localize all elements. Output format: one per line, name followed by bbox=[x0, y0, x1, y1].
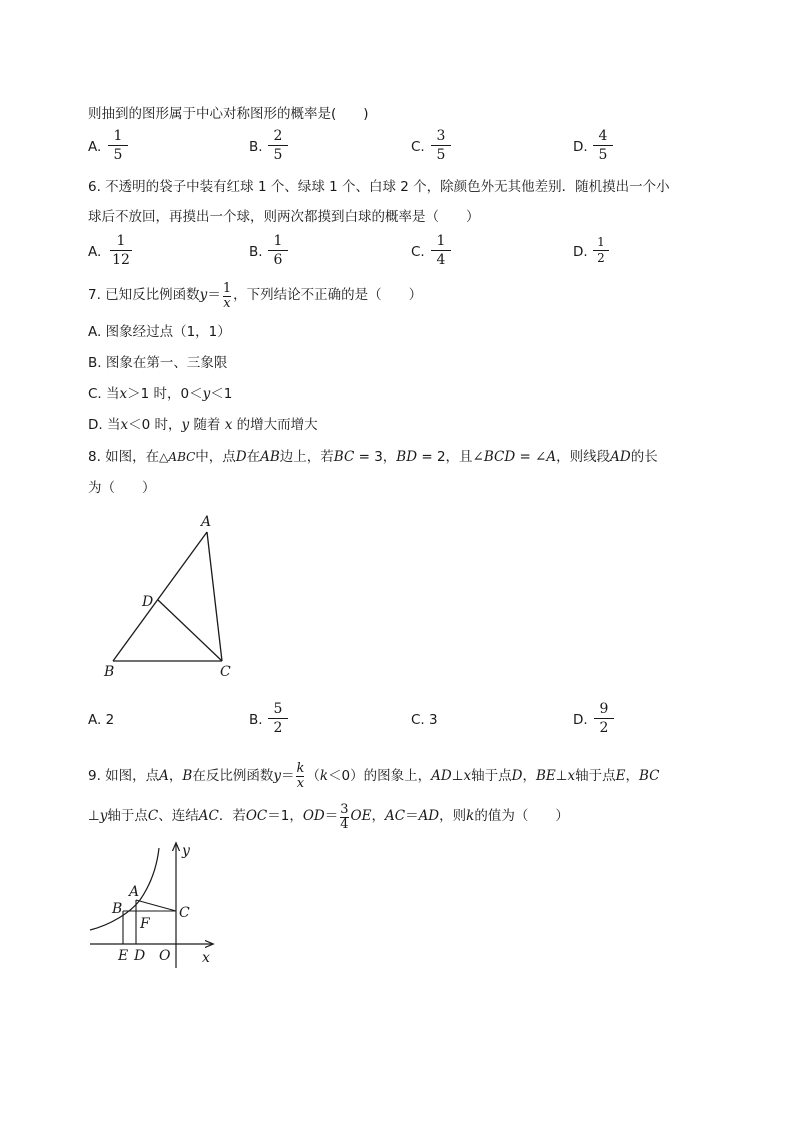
q8-triangle-figure bbox=[90, 505, 260, 685]
q5-option-c-label[interactable]: C. bbox=[411, 139, 425, 155]
q8-label-d: D bbox=[142, 594, 154, 610]
q9-segment-ac bbox=[136, 900, 176, 911]
q7-option-d[interactable]: D. 当x＜0 时，y 随着 x 的增大而增大 bbox=[88, 417, 318, 433]
q8-side-ac bbox=[207, 532, 222, 661]
q8-option-b-fraction[interactable]: 5 2 bbox=[266, 701, 290, 736]
q6-option-a-label[interactable]: A. bbox=[88, 244, 102, 260]
q8-option-d-label[interactable]: D. bbox=[573, 712, 588, 728]
q8-option-a[interactable]: A. 2 bbox=[88, 712, 115, 728]
q5-option-a-label[interactable]: A. bbox=[88, 139, 102, 155]
q9-label-f: F bbox=[140, 916, 150, 932]
q5-option-a-fraction[interactable]: 1 5 bbox=[106, 128, 130, 163]
q9-label-e: E bbox=[118, 948, 129, 964]
q7-option-a[interactable]: A. 图象经过点（1，1） bbox=[88, 324, 231, 340]
q9-label-y: y bbox=[182, 843, 190, 859]
q8-label-a: A bbox=[201, 514, 212, 530]
q8-side-ab bbox=[113, 532, 207, 661]
q6-stem-line1: 6. 不透明的袋子中装有红球 1 个、绿球 1 个、白球 2 个，除颜色外无其他差别．随机摸出一个小 bbox=[88, 179, 670, 195]
q8-segment-cd bbox=[158, 600, 222, 661]
q5-stem: 则抽到的图形属于中心对称图形的概率是( ) bbox=[88, 106, 369, 122]
q9-label-o: O bbox=[159, 948, 171, 964]
q7-stem: 7. 已知反比例函数y＝ $\frac{1}{x}$ ，下列结论不正确的是（ ） bbox=[88, 281, 423, 311]
q7-fraction: $\frac{1}{x}$ bbox=[222, 281, 232, 311]
q9-fraction-k-over-x: $\frac{k}{x}$ bbox=[296, 761, 305, 791]
q8-stem-line1: 8. 如图，在△ABC中，点D在AB边上，若BC = 3，BD = 2，且∠BCD = ∠A，则线段AD的长 bbox=[88, 449, 658, 465]
q6-option-c-fraction[interactable]: 1 4 bbox=[429, 233, 453, 268]
q6-option-b-fraction[interactable]: 1 6 bbox=[266, 233, 290, 268]
q6-option-d-fraction[interactable]: 1 2 bbox=[591, 236, 611, 265]
q9-label-a: A bbox=[129, 884, 140, 900]
q5-option-b-label[interactable]: B. bbox=[249, 139, 263, 155]
q5-option-b-fraction[interactable]: 2 5 bbox=[266, 128, 290, 163]
q9-label-d: D bbox=[134, 948, 146, 964]
q6-option-b-label[interactable]: B. bbox=[249, 244, 263, 260]
q9-fraction-three-quarters: $\frac{3}{4}$ bbox=[340, 802, 349, 832]
q9-stem-line1: 9. 如图，点A，B在反比例函数y＝ $\frac{k}{x}$ （k＜0）的图象上，AD⊥x轴于点D，BE⊥x轴于点E，BC bbox=[88, 761, 660, 791]
q5-option-d-label[interactable]: D. bbox=[573, 139, 588, 155]
q9-label-b: B bbox=[112, 901, 123, 917]
q6-stem-line2: 球后不放回，再摸出一个球，则两次都摸到白球的概率是（ ） bbox=[88, 209, 480, 225]
q8-option-c[interactable]: C. 3 bbox=[411, 712, 438, 728]
q6-option-d-label[interactable]: D. bbox=[573, 244, 588, 260]
q8-option-d-fraction[interactable]: 9 2 bbox=[592, 701, 616, 736]
q6-option-c-label[interactable]: C. bbox=[411, 244, 425, 260]
q9-stem-line2: ⊥y轴于点C、连结AC．若OC＝1，OD＝ $\frac{3}{4}$ OE，AC＝AD，则k的值为（ ） bbox=[88, 802, 569, 832]
q8-label-c: C bbox=[220, 664, 231, 680]
q8-label-b: B bbox=[104, 664, 115, 680]
q8-option-b-label[interactable]: B. bbox=[249, 712, 263, 728]
q6-option-a-fraction[interactable]: 1 12 bbox=[108, 233, 134, 268]
q7-option-b[interactable]: B. 图象在第一、三象限 bbox=[88, 355, 228, 371]
q9-label-x: x bbox=[202, 950, 210, 966]
q7-option-c[interactable]: C. 当x＞1 时，0＜y＜1 bbox=[88, 386, 233, 402]
q9-coordinate-figure bbox=[85, 838, 225, 973]
q8-stem-line2: 为（ ） bbox=[88, 480, 156, 496]
q5-option-c-fraction[interactable]: 3 5 bbox=[429, 128, 453, 163]
q5-option-d-fraction[interactable]: 4 5 bbox=[591, 128, 615, 163]
q9-label-c: C bbox=[179, 905, 190, 921]
